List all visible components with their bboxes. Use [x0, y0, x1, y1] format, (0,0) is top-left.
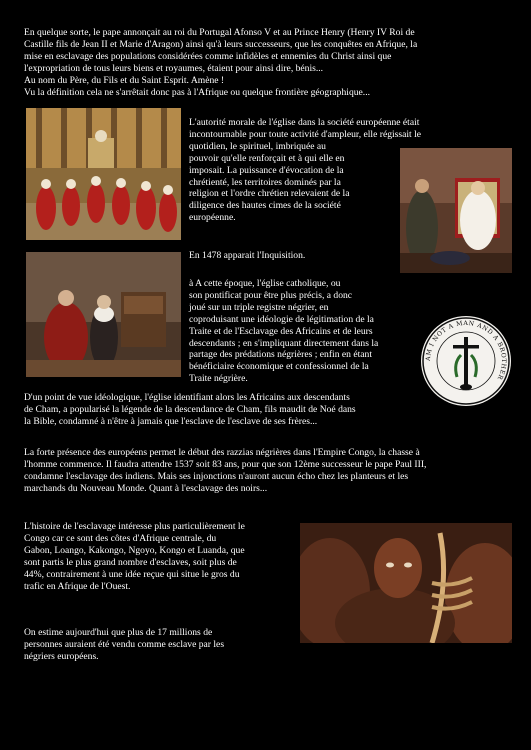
intro-line: En quelque sorte, le pape annonçait au roi du Portugal Afonso V et au Prince Henry (Henry IV Roi de	[24, 27, 415, 38]
history-line: trafic en Afrique de l'Ouest.	[24, 580, 131, 592]
authority-line: L'autorité morale de l'église dans la société européenne était	[189, 117, 420, 128]
cham-line: de Cham, a popularisé la légende de la descendance de Cham, fils maudit de Noé dans	[24, 403, 356, 415]
history-line: L'histoire de l'esclavage intéresse plus particulièrement le	[24, 521, 245, 532]
church-line: bénéficiaire économique et confessionnel de la	[189, 361, 369, 373]
cham-paragraph	[24, 392, 356, 428]
church-line: coproduisant une idéologie de légitimation de la	[189, 313, 374, 325]
church-line: descendants ; en s'impliquant directement dans la	[189, 337, 379, 349]
history-line: Gabon, Loango, Kakongo, Ngoyo, Kongo et Luanda, que	[24, 544, 245, 556]
intro-line: mise en esclavage des populations considérées comme infidèles et ennemies du Christ ainsi que	[24, 50, 392, 62]
church-line: Traite négrière.	[189, 373, 248, 385]
pope-throne-painting-image	[400, 148, 512, 273]
church-paragraph	[189, 278, 378, 385]
authority-line: pouvoir qu'elle renforçait et à qui elle en	[189, 152, 345, 164]
authority-line: incontournable pour toute activité d'ampleur, elle régissait le	[189, 128, 422, 140]
intro-line: Castille fils de Jean II et Marie d'Aragon) ainsi qu'à leurs successeurs, que les conquêtes en Afrique, la	[24, 38, 418, 50]
congo-paragraph	[24, 447, 426, 495]
intro-line: Vu la définition cela ne s'arrêtait donc pas à l'Afrique ou quelque frontière géographique...	[24, 86, 370, 98]
authority-line: imposait. La puissance d'évocation de la	[189, 164, 344, 176]
history-line: Congo car ce sont des côtes d'Afrique centrale, du	[24, 532, 217, 544]
seal-motto: AM I NOT A MAN AND A BROTHER	[424, 319, 508, 382]
congo-line: condamne l'esclavage des indiens. Mais ses injonctions n'auront aucun écho chez les planteurs et les	[24, 470, 409, 482]
church-line: joué sur un triple registre négrier, en	[189, 301, 329, 313]
cham-line: la Bible, condamné à n'être à jamais que l'esclave de l'esclave de ses frères...	[24, 415, 318, 427]
authority-line: chrétienté, les territoires dominés par la	[189, 176, 341, 188]
authority-paragraph	[189, 117, 421, 224]
authority-line: européenne.	[189, 212, 236, 224]
church-line: à A cette époque, l'église catholique, ou	[189, 278, 341, 289]
intro-line: Au nom du Père, du Fils et du Saint Esprit. Amène !	[24, 74, 225, 86]
intro-line: l'expropriation de tous leurs biens et royaumes, étaient pour ainsi dire, bénis...	[24, 62, 324, 74]
inquisition-painting-image	[26, 252, 181, 377]
history-line: sont partis le plus grand nombre d'esclaves, soit plus de	[24, 556, 237, 568]
church-line: partage des prédations négrières ; enfin en étant	[189, 349, 373, 361]
authority-line: religion et l'ordre chrétien relevaient de la	[189, 188, 350, 200]
estimate-line: négriers européens.	[24, 650, 99, 662]
estimate-line: personnes auraient été vendu comme esclave par les	[24, 638, 225, 650]
congo-line: La forte présence des européens permet le début des razzias négrières dans l'Empire Congo, la chasse à	[24, 447, 420, 458]
authority-line: diligence des hautes cimes de la société	[189, 200, 341, 212]
enslaved-man-photo-image	[300, 523, 512, 643]
council-painting-image	[26, 108, 181, 240]
history-line: 44%, contrairement à une idée reçue qui situe le gros du	[24, 568, 240, 580]
estimate-paragraph	[24, 627, 224, 663]
congo-line: marchands du Nouveau Monde. Quant à l'esclavage des noirs...	[24, 482, 268, 494]
church-line: son pontificat pour être plus précis, a donc	[189, 289, 353, 301]
cham-line: D'un point de vue idéologique, l'église identifiant alors les Africains aux descendants	[24, 392, 350, 403]
church-line: Traite et de l'Esclavage des Africains et de leurs	[189, 325, 373, 337]
congo-line: l'homme commence. Il faudra attendre 1537 soit 83 ans, pour que son 12ème successeur le pape Paul III,	[24, 458, 427, 470]
estimate-line: On estime aujourd'hui que plus de 17 millions de	[24, 627, 213, 638]
authority-line: quotidien, le spirituel, imbriquée au	[189, 140, 326, 152]
inquisition-line	[189, 250, 305, 262]
intro-paragraph	[24, 27, 417, 98]
abolition-seal-image	[420, 315, 512, 407]
inquisition-text: En 1478 apparait l'Inquisition.	[189, 250, 306, 261]
history-paragraph	[24, 521, 245, 592]
